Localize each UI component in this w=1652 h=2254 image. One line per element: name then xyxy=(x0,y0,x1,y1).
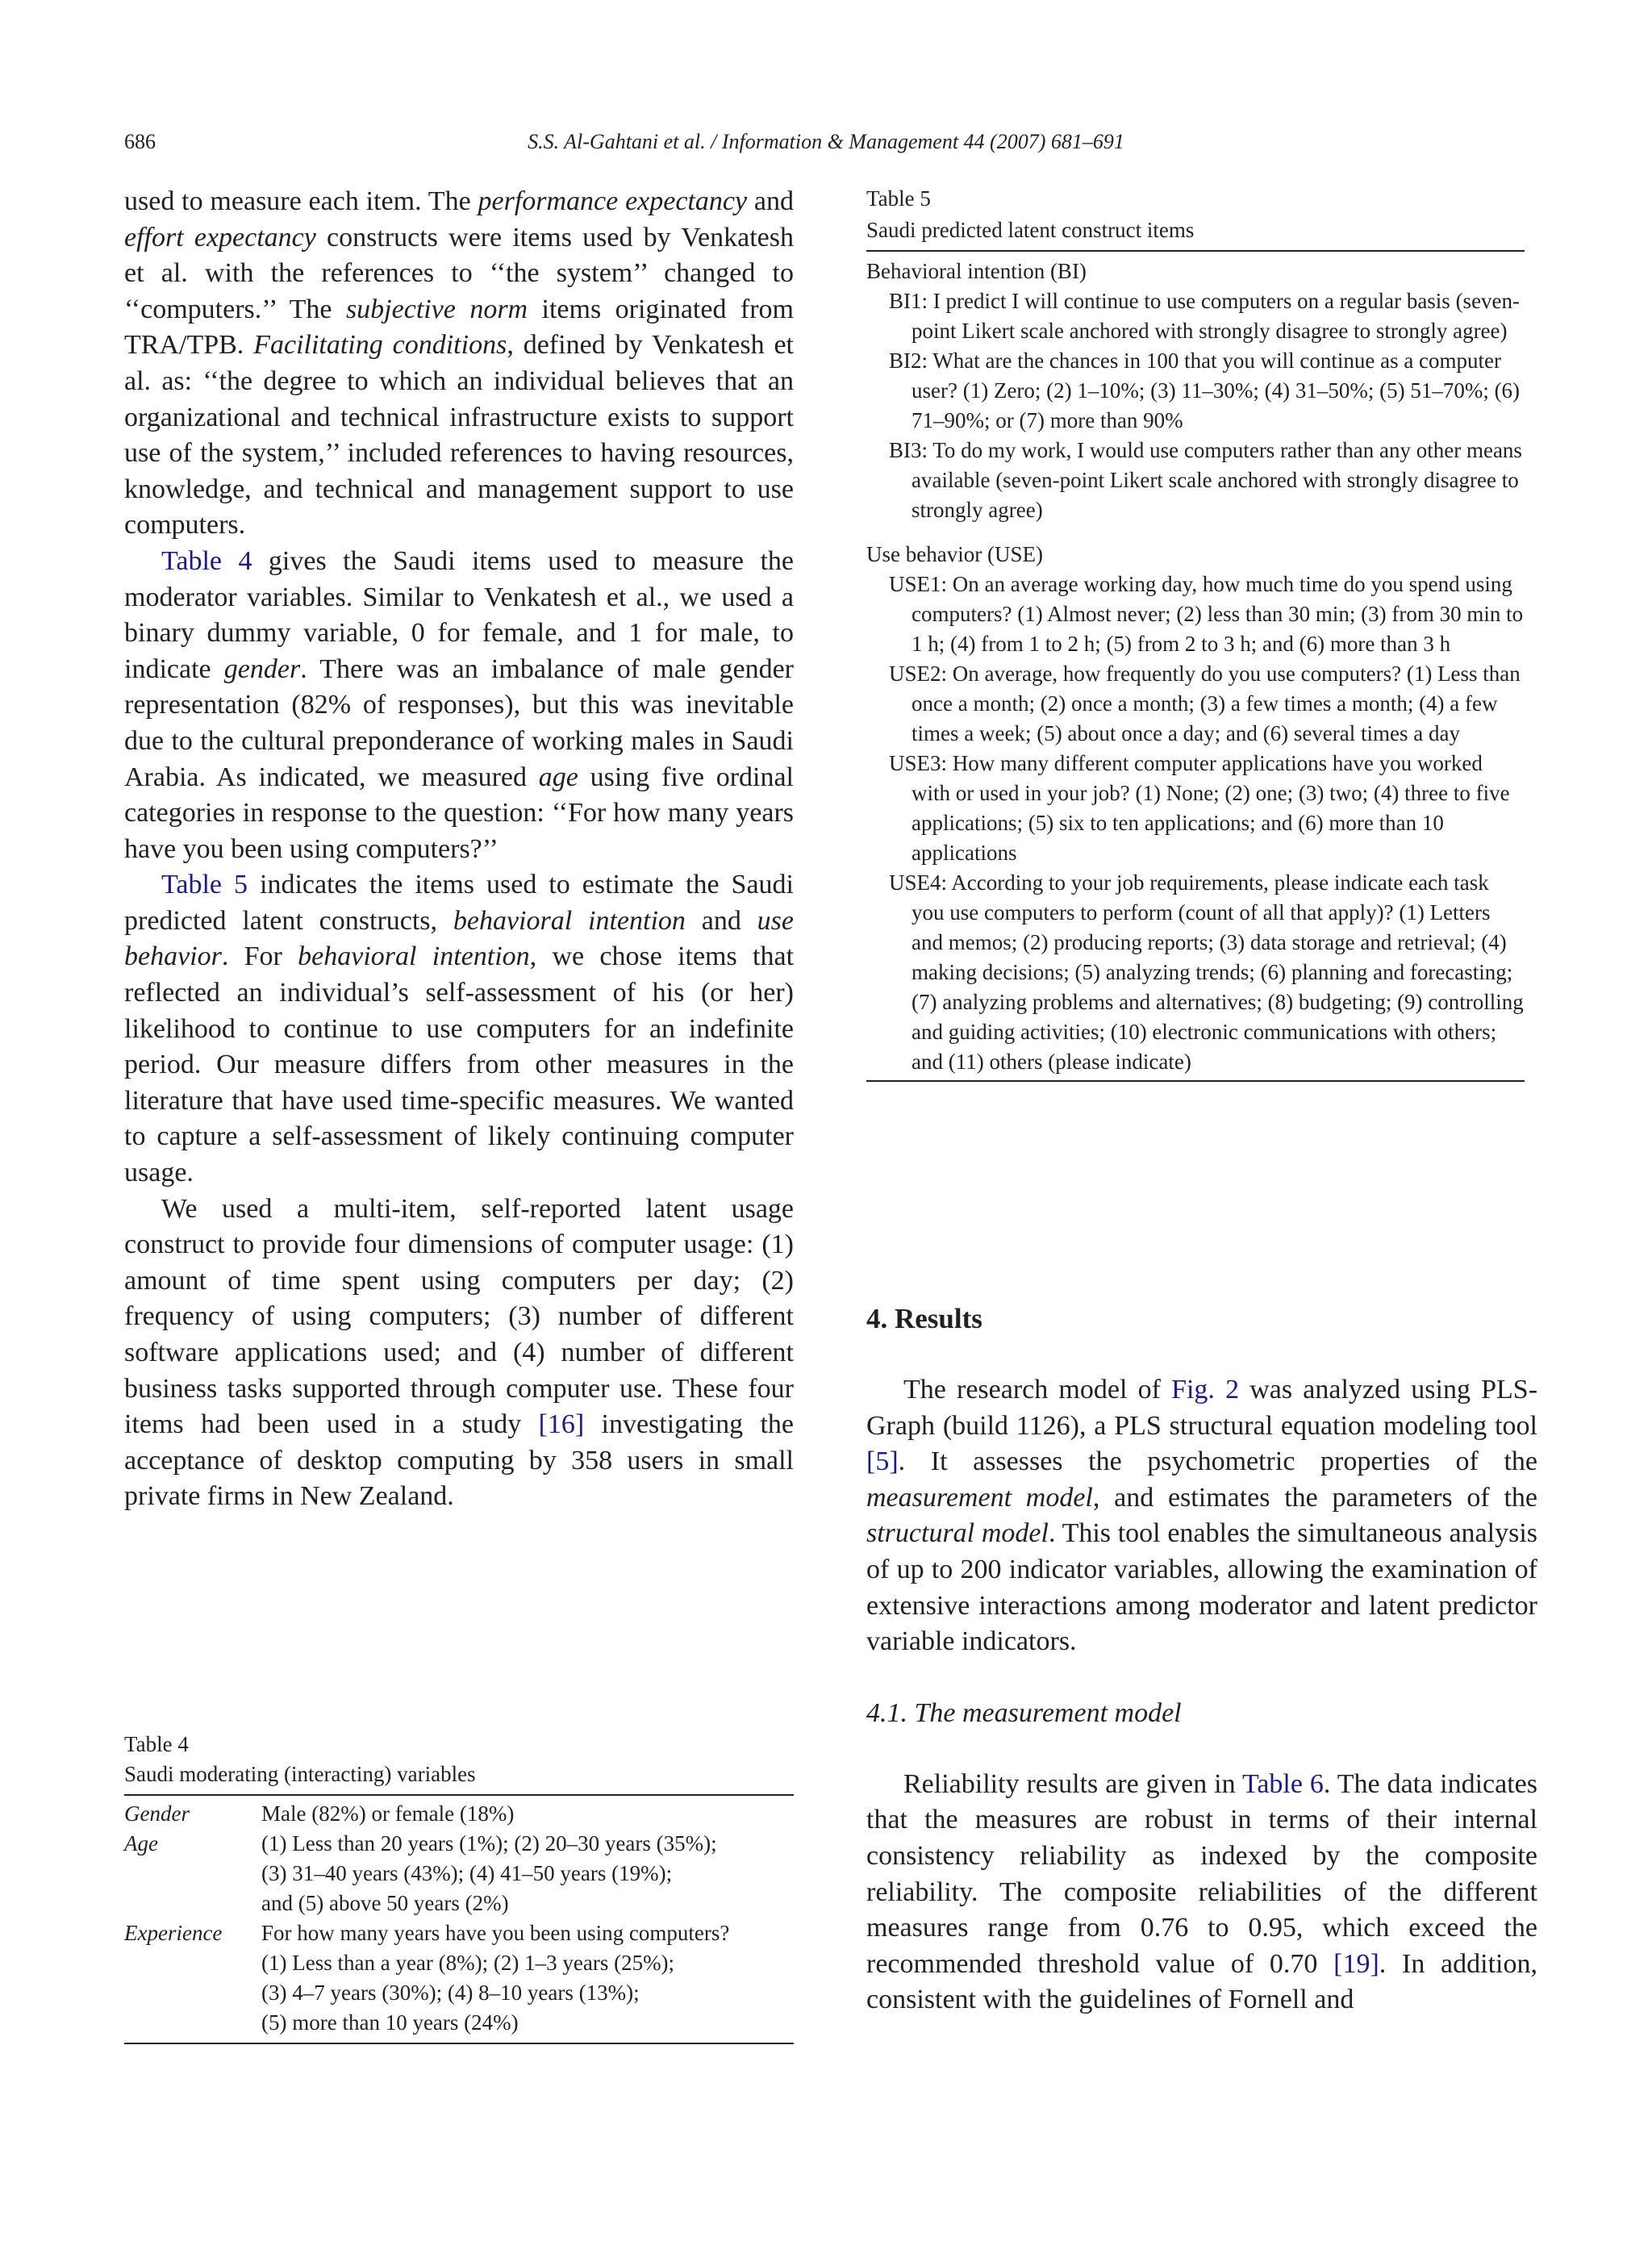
construct-item: USE3: How many different computer applications have you worked with or used in your job? (1) None; (2) one; (3) two; (4) three to five applications; (5) six to ten applications; and (6) more than 10 applications xyxy=(889,751,1510,865)
construct-item: USE2: On average, how frequently do you use computers? (1) Less than once a month; (2) once a month; (3) a few times a month; (4) a few times a week; (5) about once a day; and (6) several times a day xyxy=(889,662,1521,745)
text: . This tool enables the simultaneous analysis of up to 200 indicator variables, allowing the examination of extensive interactions among moderator and latent predictor variable indicators. xyxy=(866,1518,1537,1657)
variable-description: and (5) above 50 years (2%) xyxy=(261,1891,509,1915)
table-5-bottom-rule xyxy=(866,1080,1525,1082)
text: , defined by Venkatesh et al. as: ‘‘the degree to which an individual believes that an organizational and technical infrastructure exists to support use of the system,’’ included references to having resources, knowledge, and technical and management support to use computers. xyxy=(124,330,795,541)
text: . There was an imbalance of male gender representation (82% of responses), but this was inevitable due to the cultural preponderance of working males in Saudi Arabia. As indicated, we measured xyxy=(124,653,794,792)
table-row xyxy=(124,2008,794,2038)
section-heading: 4. Results xyxy=(866,1303,982,1334)
text: items originated from TRA/TPB. xyxy=(124,294,794,361)
term-behavioral-intention: behavioral intention xyxy=(453,905,686,936)
construct-item: BI1: I predict I will continue to use computers on a regular basis (seven-point Likert scale anchored with strongly disagree to strongly agree) xyxy=(889,289,1521,343)
variable-name xyxy=(124,1978,261,2008)
variable-name: Experience xyxy=(124,1921,223,1945)
text: . The data indicates that the measures are robust in terms of their internal consistency reliability as indexed by the composite reliability. The composite reliabilities of the different measures range from 0.76 to 0.95, which exceed the recommended threshold value of 0.70 xyxy=(866,1768,1537,1979)
citation-5-link[interactable]: [5] xyxy=(866,1446,899,1477)
table-4 xyxy=(124,1730,794,2044)
text: We used a multi-item, self-reported latent usage construct to provide four dimensions of computer usage: (1) amount of time spent using computers per day; (2) frequency of using computers; (3) number of different software applications used; and (4) number of different business tasks supported through computer use. These four items had been used in a study xyxy=(124,1193,794,1440)
table-4-body xyxy=(124,1799,794,2038)
table-row xyxy=(124,1859,794,1889)
variable-description: (1) Less than 20 years (1%); (2) 20–30 years (35%); xyxy=(261,1831,717,1855)
text: constructs were items used by Venkatesh et al. with the references to ‘‘the system’’ changed to ‘‘computers.’’ The xyxy=(124,222,794,324)
text: investigating the acceptance of desktop computing by 358 users in small private firms in New Zealand. xyxy=(124,1409,794,1512)
paragraph-3 xyxy=(124,867,794,1191)
variable-name: Age xyxy=(124,1831,158,1855)
text: Reliability results are given in xyxy=(903,1768,1242,1799)
term-performance-expectancy: performance expectancy xyxy=(478,186,748,216)
table-4-label: Table 4 xyxy=(124,1732,189,1756)
paragraph-2 xyxy=(124,544,794,867)
table-5-body xyxy=(866,252,1525,1080)
running-head: S.S. Al-Gahtani et al. / Information & Management 44 (2007) 681–691 xyxy=(528,130,1124,153)
term-effort-expectancy: effort expectancy xyxy=(124,222,316,253)
paragraph-1 xyxy=(124,184,794,544)
variable-name xyxy=(124,1889,261,1918)
citation-16-link[interactable]: [16] xyxy=(538,1409,585,1440)
variable-name xyxy=(124,1859,261,1889)
text: . In addition, consistent with the guidelines of Fornell and xyxy=(866,1948,1537,2015)
term-age: age xyxy=(538,762,578,792)
term-facilitating-conditions: Facilitating conditions xyxy=(253,330,507,361)
text: gives the Saudi items used to measure the moderator variables. Similar to Venkatesh et al., we used a binary dummy variable, 0 for female, and 1 for male, to indicate xyxy=(124,545,794,684)
paragraph-4 xyxy=(124,1192,794,1515)
text: indicates the items used to estimate the Saudi predicted latent constructs, xyxy=(124,870,794,936)
variable-name xyxy=(124,1948,261,1978)
table-row xyxy=(124,1829,794,1859)
fig-2-link[interactable]: Fig. 2 xyxy=(1171,1375,1240,1405)
table-5-link[interactable]: Table 5 xyxy=(161,870,248,900)
table-5 xyxy=(866,184,1525,1082)
text: . It assesses the psychometric properties of the xyxy=(898,1446,1537,1477)
variable-description: For how many years have you been using computers? xyxy=(261,1921,730,1945)
term-structural-model: structural model xyxy=(866,1518,1049,1549)
variable-description: Male (82%) or female (18%) xyxy=(261,1801,515,1826)
variable-name xyxy=(124,2008,261,2038)
table-4-title: Saudi moderating (interacting) variables xyxy=(124,1762,476,1786)
term-gender: gender xyxy=(223,653,301,684)
text: The research model of xyxy=(903,1375,1172,1405)
table-row xyxy=(124,1918,794,1948)
variable-description: (1) Less than a year (8%); (2) 1–3 years (25%); xyxy=(261,1951,675,1975)
results-paragraph-2 xyxy=(866,1767,1537,2018)
construct-item: USE4: According to your job requirements, please indicate each task you use computers to perform (count of all that apply)? (1) Letters and memos; (2) producing reports; (3) data storage and retrieval; (4) making decisions; (5) analyzing trends; (6) planning and forecasting; (7) analyzing problems and alternatives; (8) budgeting; (9) controlling and guiding activities; (10) electronic communications with others; and (11) others (please indicate) xyxy=(889,870,1524,1074)
left-column xyxy=(124,184,794,1515)
construct-section-title: Use behavior (USE) xyxy=(866,542,1043,566)
text: and xyxy=(685,905,757,936)
table-row xyxy=(124,1889,794,1918)
term-subjective-norm: subjective norm xyxy=(345,294,528,324)
text: . For xyxy=(221,941,298,972)
text: , and estimates the parameters of the xyxy=(1092,1482,1538,1513)
table-4-bottom-rule xyxy=(124,2043,794,2044)
text: used to measure each item. The xyxy=(124,186,478,216)
table-row xyxy=(124,1948,794,1978)
results-section xyxy=(866,1301,1537,2018)
table-4-top-rule xyxy=(124,1794,794,1796)
text: was analyzed using PLS-Graph (build 1126), a PLS structural equation modeling tool xyxy=(866,1375,1538,1441)
table-row xyxy=(124,1799,794,1829)
construct-section-title: Behavioral intention (BI) xyxy=(866,259,1087,283)
construct-item: BI3: To do my work, I would use computers rather than any other means available (seven-point Likert scale anchored with strongly disagree to strongly agree) xyxy=(889,438,1522,522)
citation-19-link[interactable]: [19] xyxy=(1333,1948,1379,1979)
table-4-link[interactable]: Table 4 xyxy=(161,545,252,576)
text: and xyxy=(747,186,794,216)
subsection-heading: 4.1. The measurement model xyxy=(866,1697,1182,1728)
construct-item: BI2: What are the chances in 100 that you will continue as a computer user? (1) Zero; (2) 1–10%; (3) 11–30%; (4) 31–50%; (5) 51–70%; (6) 71–90%; or (7) more than 90% xyxy=(889,349,1521,432)
variable-description: (3) 4–7 years (30%); (4) 8–10 years (13%); xyxy=(261,1981,640,2005)
term-use-behavior: use behavior xyxy=(124,905,794,972)
variable-name: Gender xyxy=(124,1801,190,1826)
table-6-link[interactable]: Table 6 xyxy=(1241,1768,1324,1799)
table-5-title: Saudi predicted latent construct items xyxy=(866,218,1195,242)
results-paragraph-1 xyxy=(866,1372,1537,1660)
table-5-label: Table 5 xyxy=(866,186,931,211)
text: using five ordinal categories in response to the question: ‘‘For how many years have you been using computers?’’ xyxy=(124,762,794,864)
table-row xyxy=(124,1978,794,2008)
section-gap xyxy=(866,525,1525,538)
variable-description: (5) more than 10 years (24%) xyxy=(261,2010,519,2035)
variable-description: (3) 31–40 years (43%); (4) 41–50 years (19%); xyxy=(261,1861,673,1885)
term-measurement-model: measurement model xyxy=(866,1482,1093,1513)
text: , we chose items that reflected an individual’s self-assessment of his (or her) likelihood to continue to use computers for an indefinite period. Our measure differs from other measures in the literature that have used time-specific measures. We wanted to capture a self-assessment of likely continuing computer usage. xyxy=(124,941,795,1188)
page-number: 686 xyxy=(124,130,156,153)
construct-item: USE1: On an average working day, how much time do you spend using computers? (1) Almost never; (2) less than 30 min; (3) from 30 min to 1 h; (4) from 1 to 2 h; (5) from 2 to 3 h; and (6) more than 3 h xyxy=(889,572,1524,656)
term-behavioral-intention: behavioral intention xyxy=(298,941,530,972)
